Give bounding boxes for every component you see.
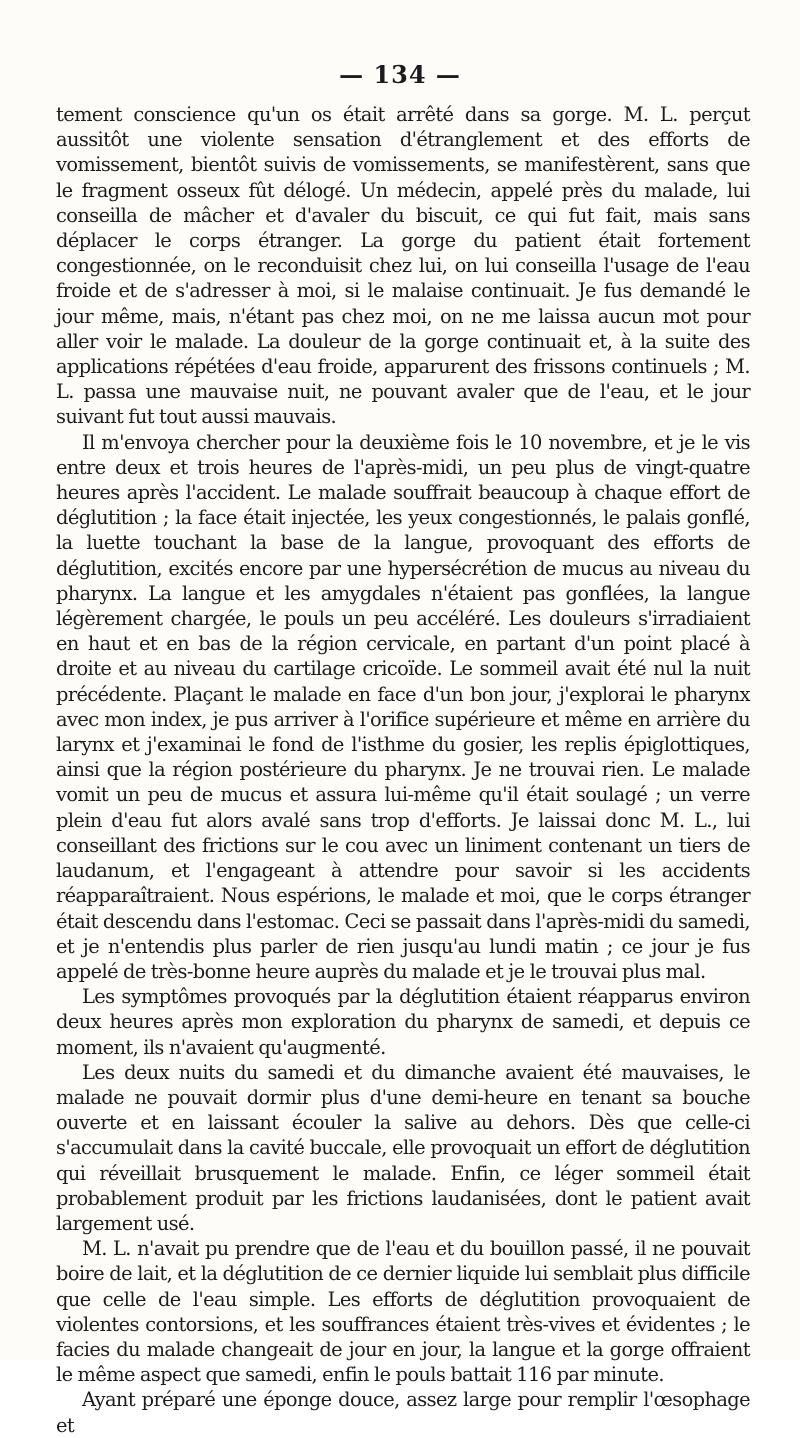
body-text xyxy=(56,102,750,1438)
paragraph-second-visit: Il m'envoya chercher pour la deuxième fois le 10 novembre, et je le vis entre deux et trois heures de l'après-midi, un peu plus de vingt-quatre heures après l'accident. Le malade souffrait beaucoup à chaque effort de déglutition ; la face était injectée, les yeux congestionnés, le palais gonflé, la luette touchant la base de la langue, provoquant des efforts de déglutition, excités encore par une hypersécrétion de mucus au niveau du pharynx. La langue et les amygdales n'étaient pas gonflées, la langue légèrement chargée, le pouls un peu accéléré. Les douleurs s'irradiaient en haut et en bas de la région cervicale, en partant d'un point placé à droite et au niveau du cartilage cricoïde. Le sommeil avait été nul la nuit précédente. Plaçant le malade en face d'un bon jour, j'explorai le pharynx avec mon index, je pus arriver à l'orifice supérieure et même en arrière du larynx et j'examinai le fond de l'isthme du gosier, les replis épiglottiques, ainsi que la région postérieure du pharynx. Je ne trouvai rien. Le malade vomit un peu de mucus et assura lui-même qu'il était soulagé ; un verre plein d'eau fut alors avalé sans trop d'efforts. Je laissai donc M. L., lui conseillant des frictions sur le cou avec un liniment contenant un tiers de laudanum, et l'engageant à attendre pour savoir si les accidents réapparaîtraient. Nous espérions, le malade et moi, que le corps étranger était descendu dans l'estomac. Ceci se passait dans l'après-midi du samedi, et je n'entendis plus parler de rien jusqu'au lundi matin ; ce jour je fus appelé de très-bonne heure auprès du malade et je le trouvai plus mal. xyxy=(56,430,750,983)
paragraph-swallowing: M. L. n'avait pu prendre que de l'eau et du bouillon passé, il ne pouvait boire de lait, et la déglutition de ce dernier liquide lui semblait plus difficile que celle de l'eau simple. Les efforts de déglutition provoquaient de violentes contorsions, et les souffrances étaient très-vives et évidentes ; le facies du malade changeait de jour en jour, la langue et la gorge offraient le même aspect que samedi, enfin le pouls battait 116 par minute. xyxy=(56,1237,750,1387)
paragraph-nights: Les deux nuits du samedi et du dimanche avaient été mauvaises, le malade ne pouvait dormir plus d'une demi-heure en tenant sa bouche ouverte et en laissant écouler la salive au dehors. Dès que celle-ci s'accumulait dans la cavité buccale, elle provoquait un effort de déglutition qui réveillait brusquement le malade. Enfin, ce léger sommeil était probablement produit par les frictions laudanisées, dont le patient avait largement usé. xyxy=(56,1060,750,1235)
paragraph-continuation: tement conscience qu'un os était arrêté dans sa gorge. M. L. perçut aussitôt une violente sensation d'étranglement et des efforts de vomissement, bientôt suivis de vomissements, se manifestèrent, sans que le fragment osseux fût délogé. Un médecin, appelé près du malade, lui conseilla de mâcher et d'avaler du biscuit, ce qui fut fait, mais sans déplacer le corps étranger. La gorge du patient était fortement congestionnée, on le reconduisit chez lui, on lui conseilla l'usage de l'eau froide et de s'adresser à moi, si le malaise continuait. Je fus demandé le jour même, mais, n'étant pas chez moi, on ne me laissa aucun mot pour aller voir le malade. La douleur de la gorge continuait et, à la suite des applications répétées d'eau froide, apparurent des frissons continuels ; M. L. passa une mauvaise nuit, ne pouvant avaler que de l'eau, et le jour suivant fut tout aussi mauvais. xyxy=(56,103,750,429)
paragraph-sponge: Ayant préparé une éponge douce, assez large pour remplir l'œsophage et xyxy=(56,1388,750,1437)
page-number: — 134 — xyxy=(339,60,461,89)
paragraph-symptoms: Les symptômes provoqués par la déglutition étaient réapparus environ deux heures après mon exploration du pharynx de samedi, et depuis ce moment, ils n'avaient qu'augmenté. xyxy=(56,985,750,1059)
